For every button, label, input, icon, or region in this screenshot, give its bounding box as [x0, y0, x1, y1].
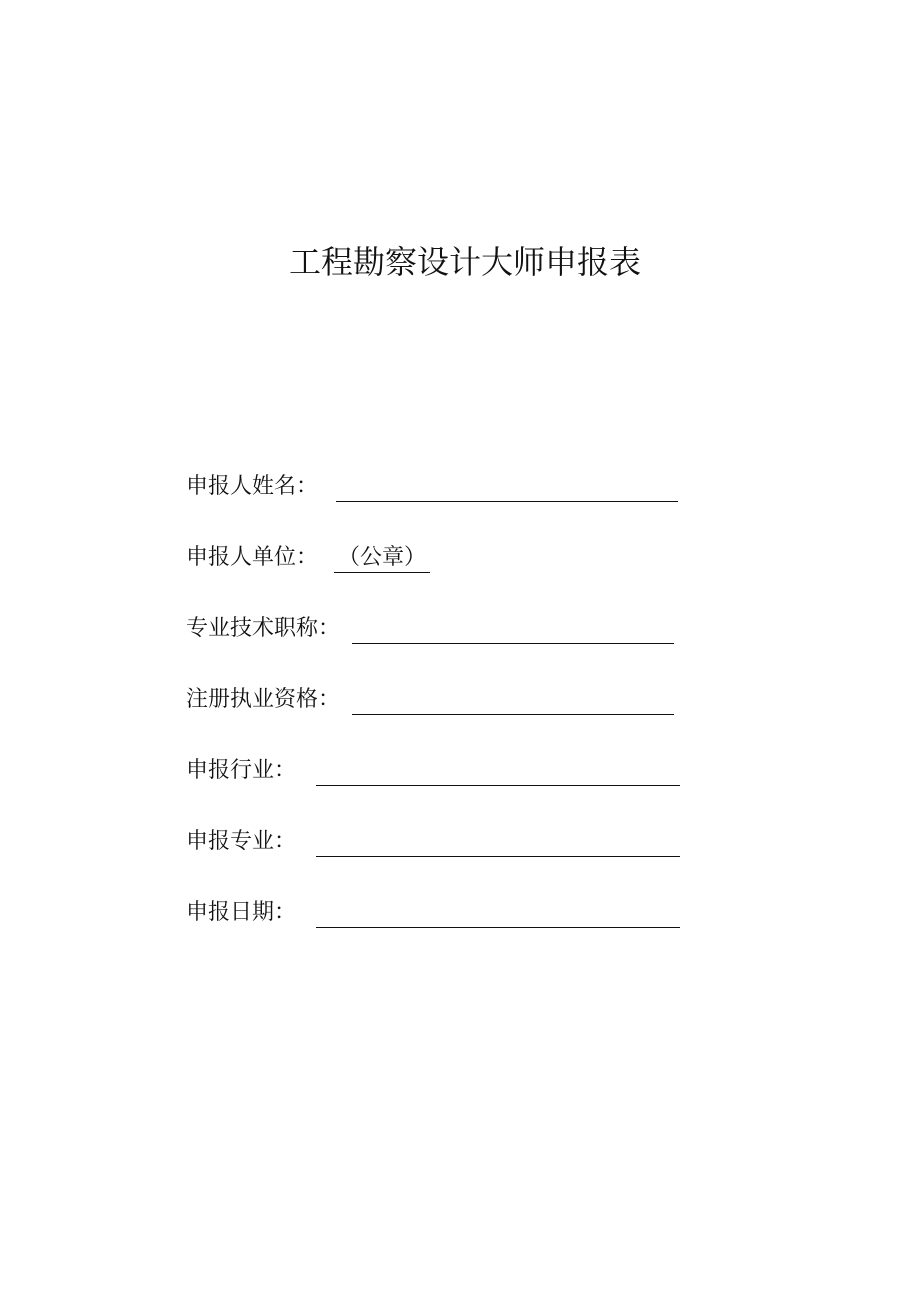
page-title: 工程勘察设计大师申报表 [288, 243, 641, 281]
specialty-label: 申报专业： [186, 829, 297, 854]
industry-field [186, 756, 680, 786]
applicant-name-label: 申报人姓名： [186, 474, 319, 499]
applicant-name-field [186, 472, 678, 502]
professional-title-label: 专业技术职称： [186, 616, 341, 641]
specialty-field [186, 827, 680, 857]
applicant-name-blank[interactable] [336, 477, 678, 502]
industry-label: 申报行业： [186, 758, 297, 783]
industry-blank[interactable] [316, 761, 680, 786]
application-date-field [186, 898, 680, 928]
applicant-unit-label: 申报人单位： [186, 545, 319, 570]
application-date-blank[interactable] [316, 903, 680, 928]
registered-qualification-field [186, 685, 674, 715]
registered-qualification-blank[interactable] [352, 690, 674, 715]
professional-title-field [186, 614, 674, 644]
registered-qualification-label: 注册执业资格： [186, 687, 341, 712]
professional-title-blank[interactable] [352, 619, 674, 644]
specialty-blank[interactable] [316, 832, 680, 857]
applicant-unit-field [186, 543, 430, 573]
official-seal-placeholder: （公章） [334, 544, 430, 573]
application-date-label: 申报日期： [186, 900, 297, 925]
